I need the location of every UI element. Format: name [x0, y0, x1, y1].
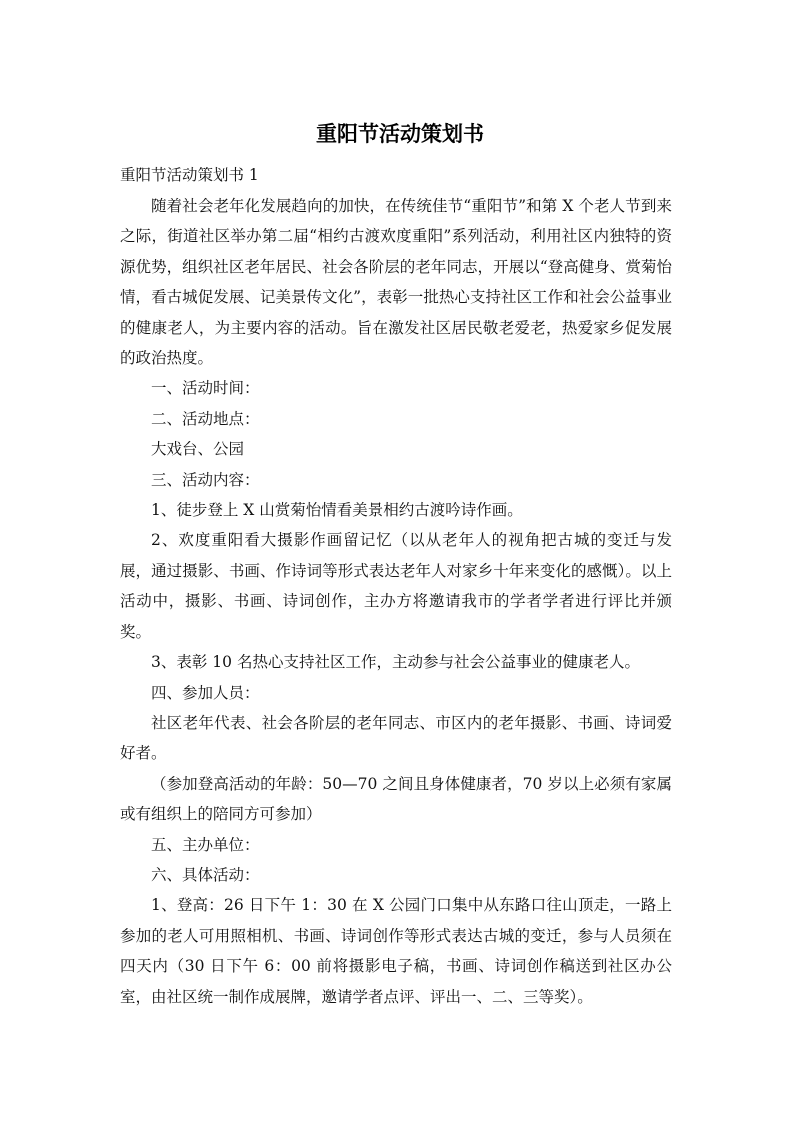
paragraph-content-item-1: 1、徒步登上 X 山赏菊怡情看美景相约古渡吟诗作画。	[151, 501, 523, 520]
paragraph-location-heading: 二、活动地点：	[151, 409, 260, 428]
paragraph-participants: 社区老年代表、社会各阶层的老年同志、市区内的老年摄影、书画、诗词爱好者。	[120, 713, 672, 763]
paragraph-intro: 随着社会老年化发展趋向的加快，在传统佳节“重阳节”和第 X 个老人节到来之际，街道社区举办第二届“相约古渡欢度重阳”系列活动，利用社区内独特的资源优势，组织社区老年居民、社会各阶层的老年同志，开展以“登高健身、赏菊怡情，看古城促发展、记美景传文化”，表彰一批热心支持社区工作和社会公益事业的健康老人，为主要内容的活动。旨在激发社区居民敬老爱老，热爱家乡促发展的政治热度。	[120, 197, 672, 368]
document-title: 重阳节活动策划书	[316, 122, 484, 146]
document-subtitle: 重阳节活动策划书 1	[120, 166, 259, 184]
document-body	[120, 191, 672, 1012]
paragraph-time-heading: 一、活动时间：	[151, 379, 260, 398]
paragraph-activities-heading: 六、具体活动：	[151, 865, 260, 884]
paragraph-content-heading: 三、活动内容：	[151, 470, 260, 489]
paragraph-content-item-3: 3、表彰 10 名热心支持社区工作，主动参与社会公益事业的健康老人。	[151, 653, 640, 672]
paragraph-participants-heading: 四、参加人员：	[151, 683, 260, 702]
paragraph-content-item-2: 2、欢度重阳看大摄影作画留记忆（以从老年人的视角把古城的变迁与发展，通过摄影、书画、作诗词等形式表达老年人对家乡十年来变化的感慨）。以上活动中，摄影、书画、诗词创作，主办方将邀请我市的学者学者进行评比并颁奖。	[120, 531, 672, 641]
paragraph-organizer-heading: 五、主办单位：	[151, 835, 260, 854]
paragraph-location: 大戏台、公园	[151, 440, 245, 459]
paragraph-participants-note: （参加登高活动的年龄：50—70 之间且身体健康者，70 岁以上必须有家属或有组织上的陪同方可参加）	[120, 774, 672, 824]
paragraph-activity-climbing: 1、登高：26 日下午 1：30 在 X 公园门口集中从东路口往山顶走，一路上参加的老人可用照相机、书画、诗词创作等形式表达古城的变迁，参与人员须在四天内（30 日下午 6：00 前将摄影电子稿，书画、诗词创作稿送到社区办公室，由社区统一制作成展牌，邀请学者点评、评出一、二、三等奖）。	[120, 896, 672, 1006]
